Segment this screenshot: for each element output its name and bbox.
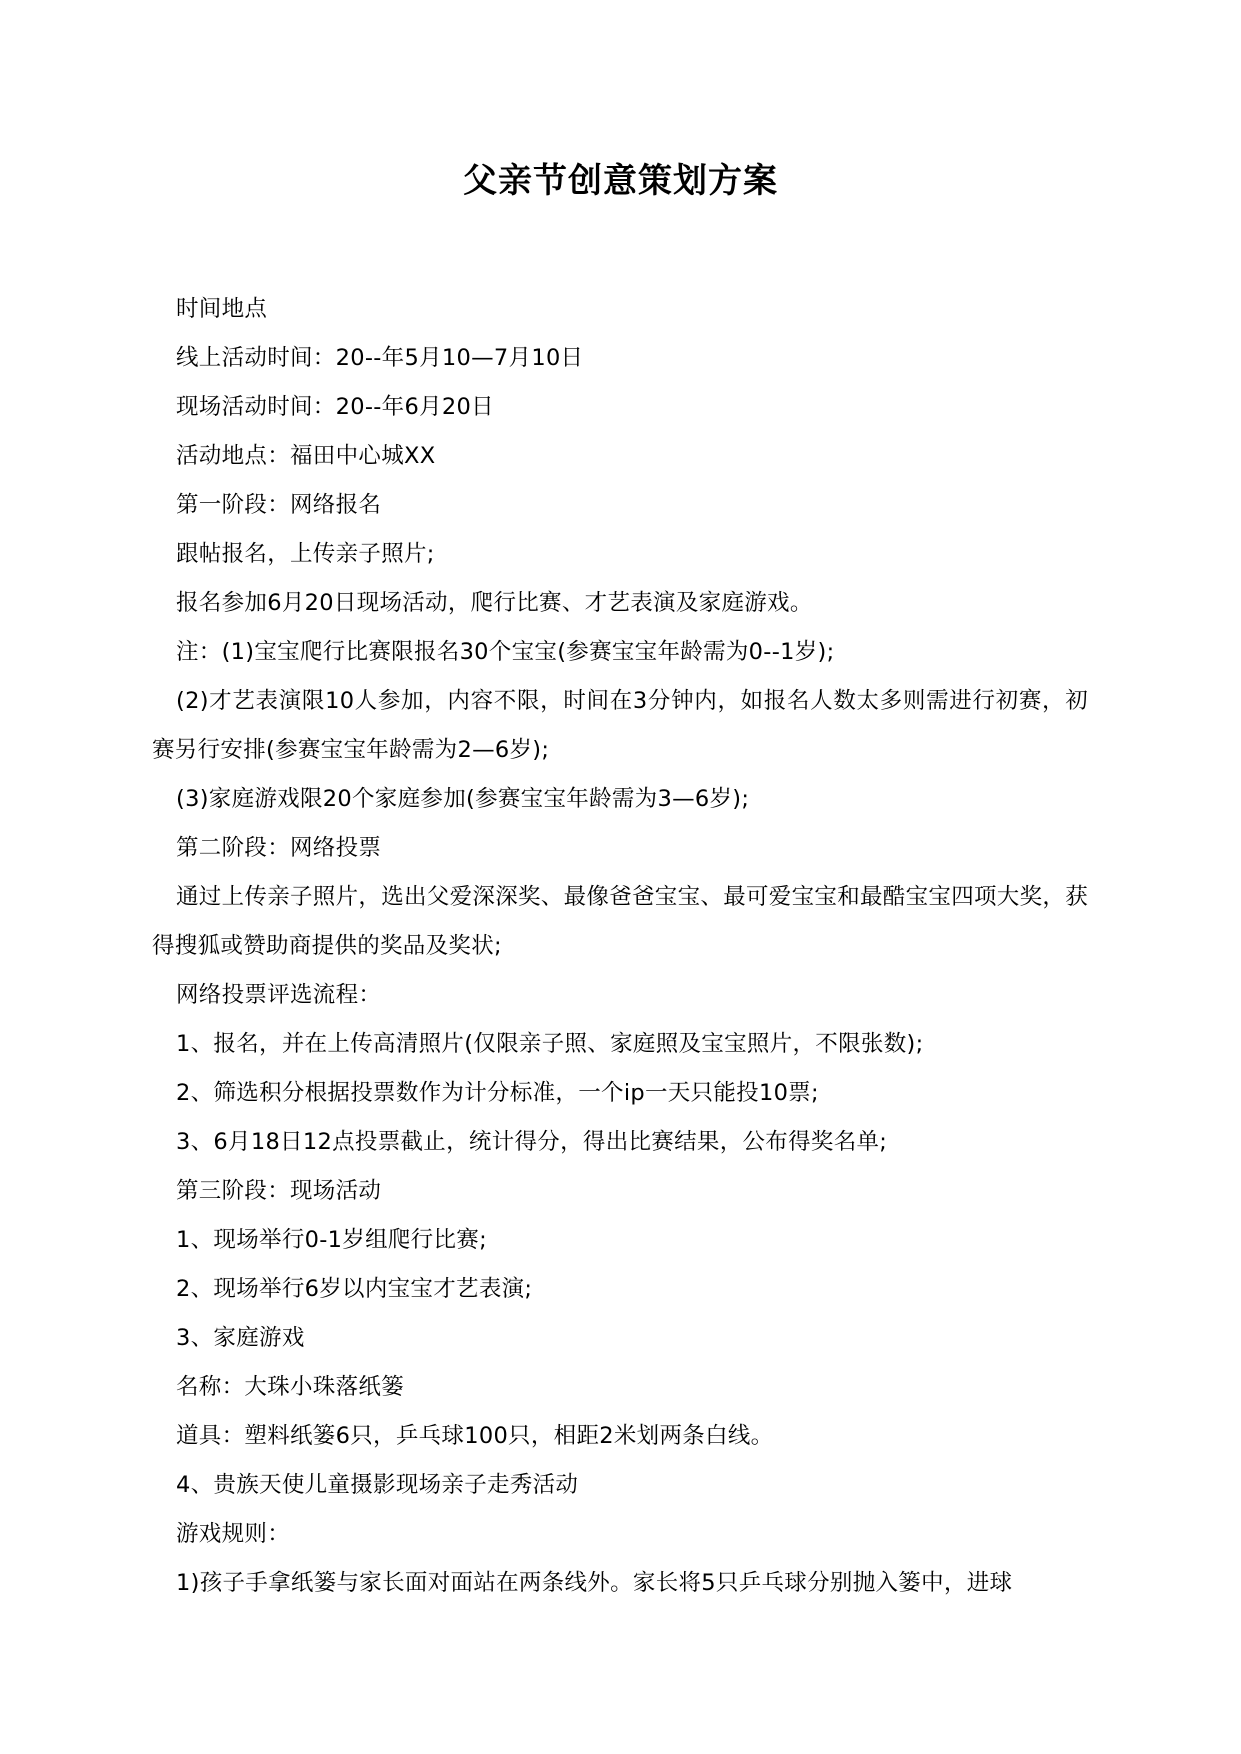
paragraph-note-talent: (2)才艺表演限10人参加，内容不限，时间在3分钟内，如报名人数太多则需进行初赛，初赛另行安排(参赛宝宝年龄需为2—6岁); <box>152 688 1088 763</box>
paragraph-venue: 活动地点：福田中心城XX <box>176 443 436 469</box>
paragraph-note-family-game: (3)家庭游戏限20个家庭参加(参赛宝宝年龄需为3—6岁); <box>176 786 750 812</box>
paragraph-time-location-heading: 时间地点 <box>176 296 268 322</box>
paragraph-signup-method: 跟帖报名，上传亲子照片; <box>176 541 435 567</box>
document-body <box>152 285 1088 1608</box>
paragraph-game-rule-1: 1)孩子手拿纸篓与家长面对面站在两条线外。家长将5只乒乓球分别抛入篓中，进球 <box>176 1570 1013 1596</box>
paragraph-onsite-item-2: 2、现场举行6岁以内宝宝才艺表演; <box>176 1276 533 1302</box>
paragraph-onsite-item-4: 4、贵族天使儿童摄影现场亲子走秀活动 <box>176 1472 579 1498</box>
paragraph-stage-one-heading: 第一阶段：网络报名 <box>176 492 382 518</box>
paragraph-voting-process-heading: 网络投票评选流程： <box>176 982 382 1008</box>
paragraph-onsite-item-1: 1、现场举行0-1岁组爬行比赛; <box>176 1227 487 1253</box>
paragraph-voting-awards: 通过上传亲子照片，选出父爱深深奖、最像爸爸宝宝、最可爱宝宝和最酷宝宝四项大奖，获得搜狐或赞助商提供的奖品及奖状; <box>152 884 1089 959</box>
paragraph-online-time: 线上活动时间：20--年5月10—7月10日 <box>176 345 584 371</box>
paragraph-note-crawling: 注：(1)宝宝爬行比赛限报名30个宝宝(参赛宝宝年龄需为0--1岁); <box>176 639 835 665</box>
paragraph-voting-step-3: 3、6月18日12点投票截止，统计得分，得出比赛结果，公布得奖名单; <box>176 1129 888 1155</box>
paragraph-game-props: 道具：塑料纸篓6只，乒乓球100只，相距2米划两条白线。 <box>176 1423 774 1449</box>
paragraph-onsite-time: 现场活动时间：20--年6月20日 <box>176 394 494 420</box>
paragraph-stage-two-heading: 第二阶段：网络投票 <box>176 835 382 861</box>
paragraph-game-rules-heading: 游戏规则： <box>176 1521 291 1547</box>
paragraph-signup-events: 报名参加6月20日现场活动，爬行比赛、才艺表演及家庭游戏。 <box>176 590 813 616</box>
paragraph-onsite-item-3: 3、家庭游戏 <box>176 1325 305 1351</box>
paragraph-voting-step-1: 1、报名，并在上传高清照片(仅限亲子照、家庭照及宝宝照片，不限张数); <box>176 1031 924 1057</box>
paragraph-stage-three-heading: 第三阶段：现场活动 <box>176 1178 382 1204</box>
paragraph-voting-step-2: 2、筛选积分根据投票数作为计分标准，一个ip一天只能投10票; <box>176 1080 819 1106</box>
document-title: 父亲节创意策划方案 <box>463 161 778 201</box>
paragraph-game-name: 名称：大珠小珠落纸篓 <box>176 1374 405 1400</box>
